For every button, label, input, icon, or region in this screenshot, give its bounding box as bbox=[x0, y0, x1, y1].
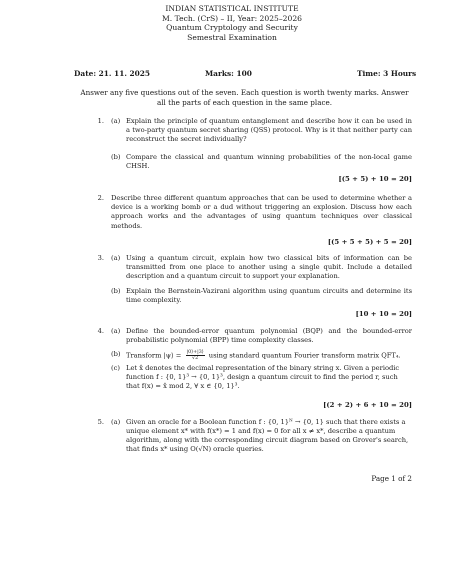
psi-fraction bbox=[186, 350, 205, 361]
psi-fraction-denominator: √2 bbox=[192, 356, 199, 361]
exam-date: Date: 21. 11. 2025 bbox=[74, 69, 151, 78]
question-4-marks: [(2 + 2) + 6 + 10 = 20] bbox=[323, 401, 412, 409]
course-line: M. Tech. (CrS) – II, Year: 2025–2026 bbox=[162, 13, 302, 23]
institute-name: INDIAN STATISTICAL INSTITUTE bbox=[165, 4, 299, 13]
question-5-number: 5. bbox=[97, 418, 104, 426]
subject-title: Quantum Cryptology and Security bbox=[166, 23, 298, 33]
question-4b-text bbox=[126, 350, 401, 361]
question-1b-label: (b) bbox=[111, 153, 121, 161]
question-4a-label: (a) bbox=[111, 327, 121, 335]
exam-marks: Marks: 100 bbox=[205, 69, 252, 78]
exam-name: Semestral Examination bbox=[187, 32, 277, 42]
question-1a-label: (a) bbox=[111, 117, 121, 125]
question-2-marks: [(5 + 5 + 5) + 5 = 20] bbox=[327, 238, 412, 246]
instructions: Answer any five questions out of the seven. Each question is worth twenty marks. Answer all the parts of each question in the same place. bbox=[80, 88, 409, 107]
question-2-text: Describe three different quantum approaches that can be used to determine whether a device is a working bomb or a dud without triggering an explosion. Discuss how each approach works and the advantages of using quantum techniques over classical methods. bbox=[111, 194, 412, 230]
question-4c-line3: that f(x) = x̂ mod 2, ∀ x ∈ {0, 1}³. bbox=[126, 382, 240, 390]
question-4c-label: (c) bbox=[111, 364, 120, 372]
question-5a-label: (a) bbox=[111, 418, 121, 426]
question-4b-suffix: using standard quantum Fourier transform matrix QFT₄. bbox=[208, 351, 401, 360]
psi-fraction-numerator: |0⟩+|3⟩ bbox=[186, 350, 204, 355]
question-1b-text: Compare the classical and quantum winning probabilities of the non-local game CHSH. bbox=[126, 153, 412, 171]
question-4c-line1: Let x̂ denotes the decimal representation of the binary string x. Given a periodic bbox=[126, 364, 400, 372]
question-3b-text: Explain the Bernstein-Vazirani algorithm using quantum circuits and determine its time complexity. bbox=[126, 287, 412, 305]
question-4b-prefix: Transform |ψ⟩ = bbox=[126, 351, 182, 360]
question-5a-line4: that finds x* using O(√N) oracle queries. bbox=[126, 445, 264, 453]
page-number: Page 1 of 2 bbox=[371, 474, 412, 483]
question-5a-line3: algorithm, along with the corresponding circuit diagram based on Grover's search, bbox=[126, 436, 409, 444]
question-1-marks: [(5 + 5) + 10 = 20] bbox=[338, 175, 412, 183]
question-3a-label: (a) bbox=[111, 254, 121, 262]
question-3-marks: [10 + 10 = 20] bbox=[355, 310, 412, 318]
question-3a-text: Using a quantum circuit, explain how two classical bits of information can be transmitted from one place to another using a single qubit. Include a detailed description and a quantum circuit to support your explanation. bbox=[126, 254, 412, 281]
question-4a-text: Define the bounded-error quantum polynomial (BQP) and the bounded-error probabilistic polynomial (BPP) time complexity classes. bbox=[126, 327, 412, 345]
question-5a-line1: Given an oracle for a Boolean function f : {0, 1}ᴺ → {0, 1} such that there exists a bbox=[126, 418, 406, 426]
question-4b-label: (b) bbox=[111, 350, 121, 358]
question-1-number: 1. bbox=[97, 117, 104, 125]
question-3-number: 3. bbox=[97, 254, 104, 262]
exam-time: Time: 3 Hours bbox=[357, 69, 417, 78]
question-5a-line2: unique element x* with f(x*) = 1 and f(x) = 0 for all x ≠ x*, describe a quantum bbox=[126, 427, 396, 435]
exam-header bbox=[0, 4, 464, 42]
question-2-number: 2. bbox=[97, 194, 104, 202]
question-4c-line2: function f : {0, 1}³ → {0, 1}³, design a quantum circuit to find the period r, such bbox=[126, 373, 398, 381]
question-4-number: 4. bbox=[97, 327, 104, 335]
question-1a-text: Explain the principle of quantum entanglement and describe how it can be used in a two-party quantum secret sharing (QSS) protocol. Why is it that neither party can reconstruct the secret individually? bbox=[126, 117, 412, 144]
question-3b-label: (b) bbox=[111, 287, 121, 295]
